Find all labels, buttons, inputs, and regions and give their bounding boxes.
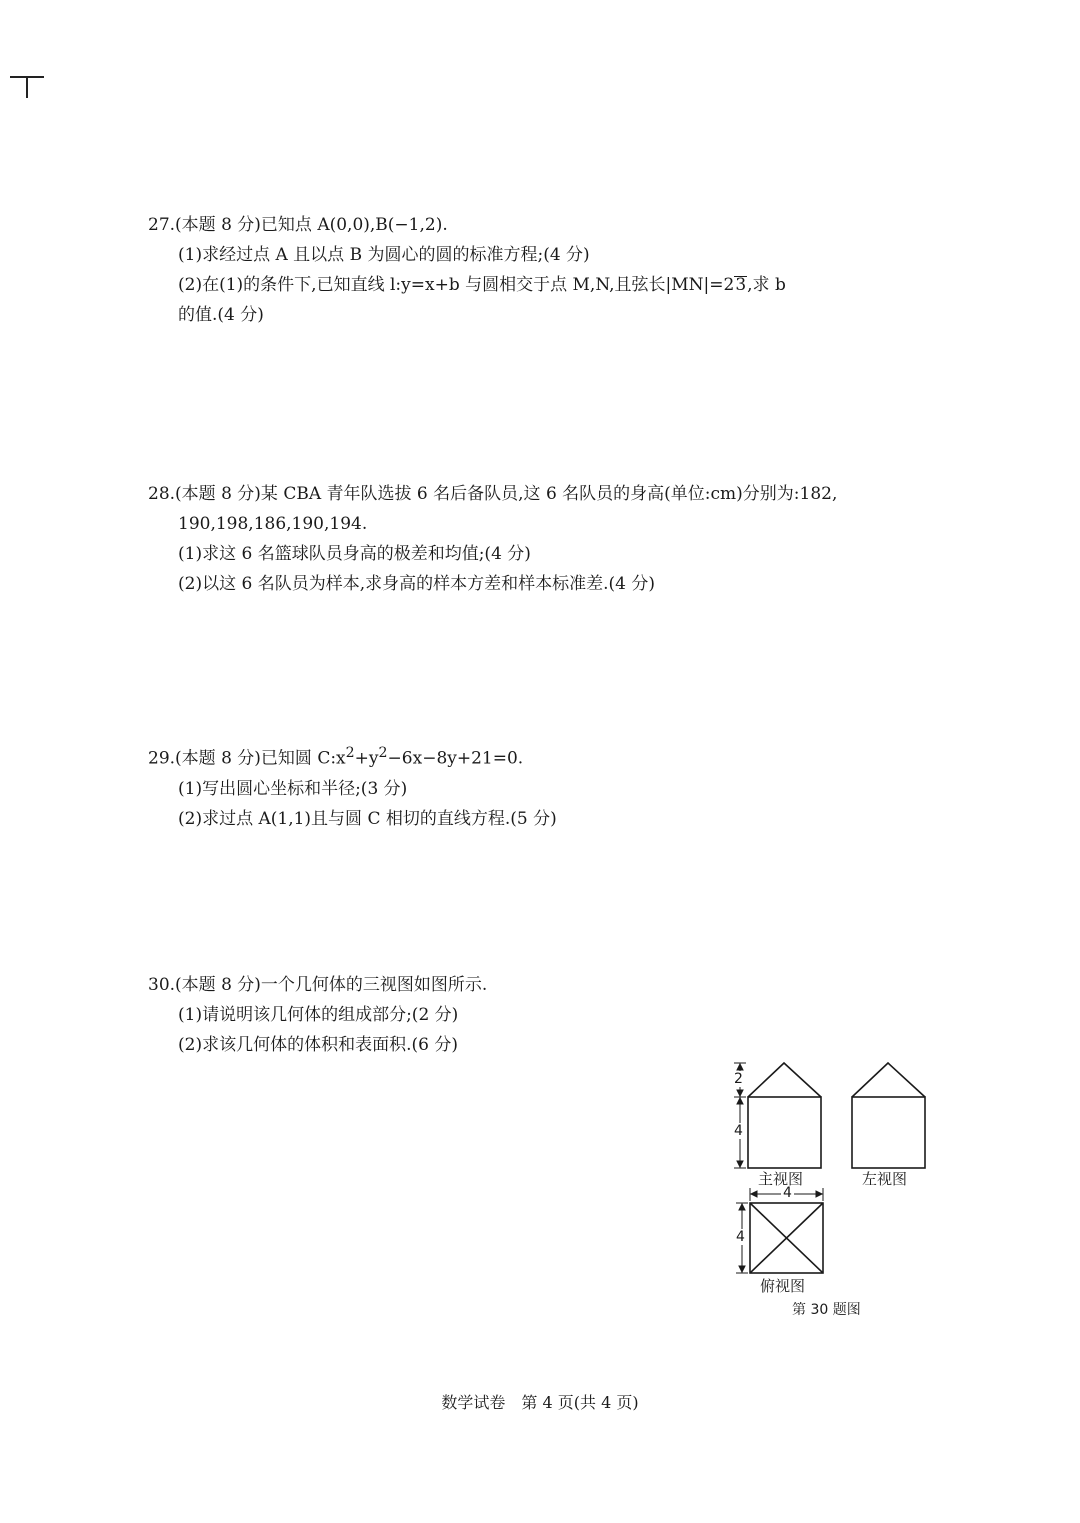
question-28-stem-continued: 190,198,186,190,194. <box>178 514 368 534</box>
exponent-y: 2 <box>378 745 388 761</box>
top-view-label: 俯视图 <box>760 1277 806 1295</box>
figure-caption: 第 30 题图 <box>792 1302 861 1318</box>
front-dim-arrow-4 <box>737 1161 743 1167</box>
dim-wall-height: 4 <box>734 1123 743 1139</box>
question-28-stem: 28.(本题 8 分)某 CBA 青年队选拔 6 名后备队员,这 6 名队员的身高(单位:cm)分别为:182, <box>148 484 838 504</box>
three-view-drawing <box>720 1055 960 1335</box>
question-28 <box>148 479 968 599</box>
crop-mark-vertical <box>26 76 28 98</box>
exponent-x: 2 <box>345 745 355 761</box>
question-27-part-2 <box>148 270 968 300</box>
sqrt-radicand: 3 <box>735 275 747 295</box>
question-30-stem: 30.(本题 8 分)一个几何体的三视图如图所示. <box>148 975 488 995</box>
question-29-part-1: (1)写出圆心坐标和半径;(3 分) <box>178 778 408 799</box>
question-29-stem <box>148 738 968 774</box>
question-29-stem-a: 29.(本题 8 分)已知圆 C:x <box>148 748 346 769</box>
question-27 <box>148 210 968 330</box>
front-view-roof <box>748 1063 821 1097</box>
question-30-part-1: (1)请说明该几何体的组成部分;(2 分) <box>178 1005 459 1025</box>
dim-top-depth: 4 <box>736 1229 745 1245</box>
front-view-wall <box>748 1097 821 1168</box>
front-view-label: 主视图 <box>758 1170 804 1188</box>
side-view-roof <box>852 1063 925 1097</box>
page-footer: 数学试卷 第 4 页(共 4 页) <box>441 1393 639 1412</box>
side-view-wall <box>852 1097 925 1168</box>
question-27-part-2-continued: 的值.(4 分) <box>178 305 264 325</box>
three-view-figure <box>720 1055 960 1335</box>
crop-mark <box>10 76 44 100</box>
dim-top-width: 4 <box>783 1185 792 1201</box>
front-dim-arrow-1 <box>737 1064 743 1070</box>
question-28-part-2: (2)以这 6 名队员为样本,求身高的样本方差和样本标准差.(4 分) <box>178 574 655 594</box>
question-29 <box>148 738 968 834</box>
question-30 <box>148 970 968 1060</box>
question-27-part-1: (1)求经过点 A 且以点 B 为圆心的圆的标准方程;(4 分) <box>178 245 590 265</box>
top-dim-depth-arrow-top <box>739 1204 745 1210</box>
question-30-part-2: (2)求该几何体的体积和表面积.(6 分) <box>178 1035 458 1055</box>
top-dim-width-arrow-left <box>751 1191 757 1197</box>
side-view-label: 左视图 <box>862 1170 908 1188</box>
dim-roof-height: 2 <box>734 1071 743 1087</box>
question-27-stem: 27.(本题 8 分)已知点 A(0,0),B(−1,2). <box>148 215 448 235</box>
top-dim-depth-arrow-bottom <box>739 1266 745 1272</box>
question-27-part-2-tail: ,求 b <box>747 275 786 295</box>
question-29-stem-c: −6x−8y+21=0. <box>387 748 524 769</box>
question-29-part-2: (2)求过点 A(1,1)且与圆 C 相切的直线方程.(5 分) <box>178 808 557 829</box>
front-dim-arrow-3 <box>737 1098 743 1104</box>
question-27-part-2-text: (2)在(1)的条件下,已知直线 l:y=x+b 与圆相交于点 M,N,且弦长|MN|=2 <box>178 275 735 295</box>
question-29-stem-b: +y <box>354 748 379 769</box>
top-dim-width-arrow-right <box>816 1191 822 1197</box>
front-dim-arrow-2 <box>737 1090 743 1096</box>
question-28-part-1: (1)求这 6 名篮球队员身高的极差和均值;(4 分) <box>178 544 531 564</box>
